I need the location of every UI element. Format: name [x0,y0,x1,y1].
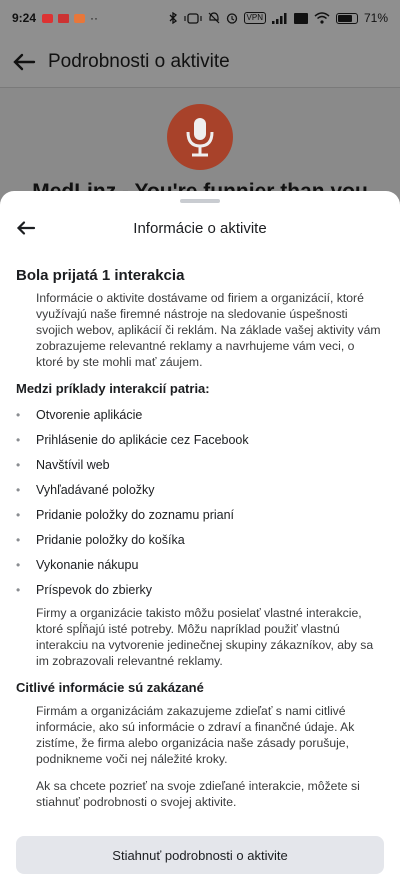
arrow-left-icon [12,52,36,72]
examples-heading: Medzi príklady interakcií patria: [16,381,210,396]
sensitive-info-heading: Citlivé informácie sú zakázané [16,680,204,695]
arrow-left-icon [16,220,36,236]
signal-2-icon [294,13,308,24]
examples-list [16,402,384,602]
youtube-icon [42,14,53,23]
system-icons [168,11,388,25]
sheet-content [16,267,384,810]
list-item: • Prihlásenie do aplikácie cez Facebook [16,432,249,447]
list-item: • Vyhľadávané položky [16,482,155,497]
download-activity-button[interactable]: Stiahnuť podrobnosti o aktivite [16,836,384,874]
vibrate-icon [184,13,202,24]
list-item: • Otvorenie aplikácie [16,407,143,422]
background-back-button[interactable] [0,52,48,72]
wifi-icon [314,12,330,24]
sheet-header [0,211,400,245]
bluetooth-icon [168,12,178,24]
app-logo [167,104,233,170]
microphone-icon [183,116,217,158]
list-item: • Navštívil web [16,457,110,472]
sensitive-info-text: Firmám a organizáciám zakazujeme zdieľať s nami citlivé informácie, ako sú informácie o zdraví a finančné údaje. Ak zistíme, že firma alebo organizácia naše zásady porušuje, podnikneme voči nej náležité kroky. [36,704,355,766]
app-notification-icon [74,14,85,23]
alarm-icon [226,12,238,24]
intro-text: Informácie o aktivite dostávame od firiem a organizácií, ktoré využívajú naše firemné nástroje na sledovanie úspešnosti svojich webov, aplikácií či reklám. Na základe vašej aktivity vám zobrazujeme relevantné reklamy a navrhujeme vám veci, o ktoré by ste mohli mať záujem. [36,291,381,369]
bullet-icon: • [16,532,21,547]
bullet-icon: • [16,557,21,572]
bullet-icon: • [16,507,21,522]
bullet-icon: • [16,432,21,447]
bullet-icon: • [16,482,21,497]
activity-info-sheet [0,191,400,889]
battery-level: 71% [363,11,388,25]
sheet-title: Informácie o aktivite [133,219,267,237]
custom-interactions-text: Firmy a organizácie takisto môžu posielať vlastné interakcie, ktoré spĺňajú isté potreby. Môžu napríklad použiť vlastnú interakciu na vytvorenie jedinečnej skupiny zákazníkov, aby sa im zobrazovali relevantné reklamy. [36,606,374,668]
more-notifications-icon: ·· [90,11,99,25]
gmail-icon [58,14,69,23]
sheet-drag-handle[interactable] [180,199,220,203]
list-item: • Pridanie položky do zoznamu prianí [16,507,235,522]
bullet-icon: • [16,407,21,422]
interactions-received-heading: Bola prijatá 1 interakcia [16,267,185,284]
do-not-disturb-off-icon [208,12,220,24]
list-item: • Pridanie položky do košíka [16,532,185,547]
battery-icon [336,13,358,24]
vpn-icon: VPN [244,12,266,24]
signal-icon [272,13,288,24]
notification-icons [42,11,98,25]
background-header [0,36,400,88]
list-item: • Vykonanie nákupu [16,557,139,572]
status-time: 9:24 [12,11,37,25]
status-bar [0,0,400,36]
list-item: • Príspevok do zbierky [16,582,153,597]
sheet-back-button[interactable] [16,217,40,239]
bullet-icon: • [16,457,21,472]
bullet-icon: • [16,582,21,597]
download-info-text: Ak sa chcete pozrieť na svoje zdieľané interakcie, môžete si stiahnuť podrobnosti o svojej aktivite. [36,779,360,809]
background-page-title: Podrobnosti o aktivite [48,50,230,72]
